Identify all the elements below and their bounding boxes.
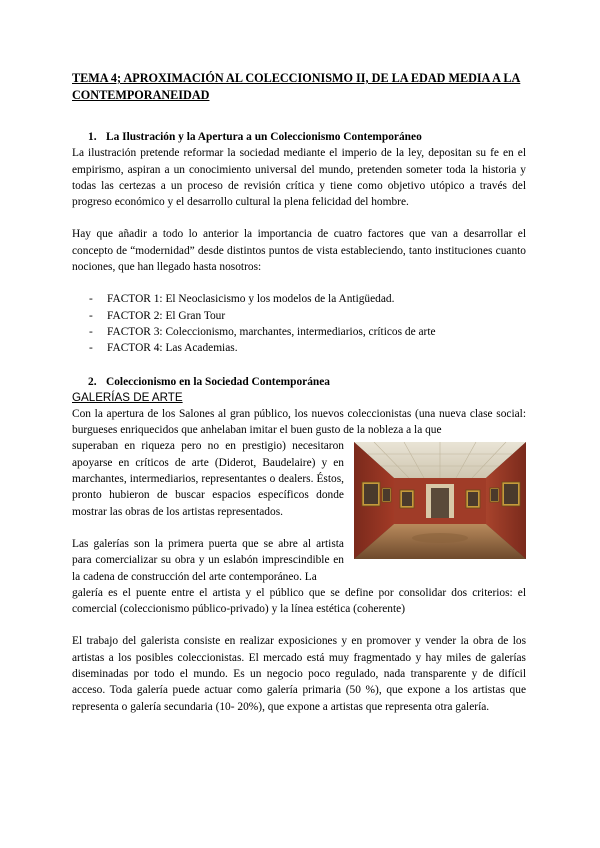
section-2-paragraph-1-intro: Con la apertura de los Salones al gran público, los nuevos coleccionistas (una nueva clase social: burgueses enriquecidos que anhelaban imitar el buen gusto de la nobleza a la que [72,407,526,437]
bullet-dash: - [89,342,93,355]
section-1-heading [72,129,526,145]
document-body [72,70,526,715]
factors-list [72,291,526,356]
section-2-heading-text: Coleccionismo en la Sociedad Contemporánea [106,375,331,388]
bullet-dash: - [89,325,93,338]
section-2-paragraph-2-wrapped: Las galerías son la primera puerta que se abre al artista para comercializar su obra y un eslabón imprescindible en la cadena de construcción del arte contemporáneo. La [72,537,344,583]
section-1-number: 1. [88,131,97,143]
gallery-room-image [354,442,526,559]
gallery-interior-picture [354,442,526,559]
document-title: TEMA 4; APROXIMACIÓN AL COLECCIONISMO II, DE LA EDAD MEDIA A LA CONTEMPORANEIDAD [72,71,521,102]
section-1-paragraph-2: Hay que añadir a todo lo anterior la importancia de cuatro factores que van a desarrollar el concepto de “modernidad” desde distintos puntos de vista estableciendo, tanto instituciones cuanto nociones, que han llegado hasta nosotros: [72,228,526,274]
section-2-paragraph-1-wrapped: superaban en riqueza pero no en prestigio) necesitaron apoyarse en críticos de arte (Diderot, Baudelaire) y en marchantes, intermediarios, representantes o dealers. Éstos, pronto hubieron de buscar espacios específicos donde mostrar las obras de los artistas representados. [72,440,344,518]
bullet-dash: - [89,293,93,306]
list-item: - FACTOR 2: El Gran Tour [89,308,526,324]
list-item: - FACTOR 4: Las Academias. [89,340,526,356]
bullet-dash: - [89,309,93,322]
section-2-paragraph-3: El trabajo del galerista consiste en realizar exposiciones y en promover y vender la obra de los artistas a los posibles coleccionistas. El mercado está muy fragmentado y hay miles de galerías diseminadas por todo el mundo. Es un negocio poco regulado, nada transparente y de difícil acceso. Toda galería puede actuar como galería primaria (50 %), que expone a los artistas que representa o galería secundaria (10- 20%), que expone a artistas que representa otra galería. [72,635,526,713]
section-2-paragraph-2-continued: galería es el puente entre el artista y el público que se define por consolidar dos criterios: el comercial (coleccionismo público-privado) y la línea estética (coherente) [72,586,526,616]
list-item: - FACTOR 1: El Neoclasicismo y los modelos de la Antigüedad. [89,291,526,307]
section-1-paragraph-1: La ilustración pretende reformar la sociedad mediante el imperio de la ley, depositan su fe en el empirismo, aspiran a un conocimiento universal del mundo, pretenden someter toda la historia y todas las certezas a un proceso de revisión crítica y tiene como objetivo utópico a través del progreso económico y el desarrollo cultural la plena felicidad del hombre. [72,147,526,209]
section-2-heading [72,374,526,390]
section-2-number: 2. [88,375,97,388]
section-1-heading-text: La Ilustración y la Apertura a un Coleccionismo Contemporáneo [106,131,422,143]
galleries-subheading: GALERÍAS DE ARTE [72,390,183,404]
list-item: - FACTOR 3: Coleccionismo, marchantes, intermediarios, críticos de arte [89,324,526,340]
